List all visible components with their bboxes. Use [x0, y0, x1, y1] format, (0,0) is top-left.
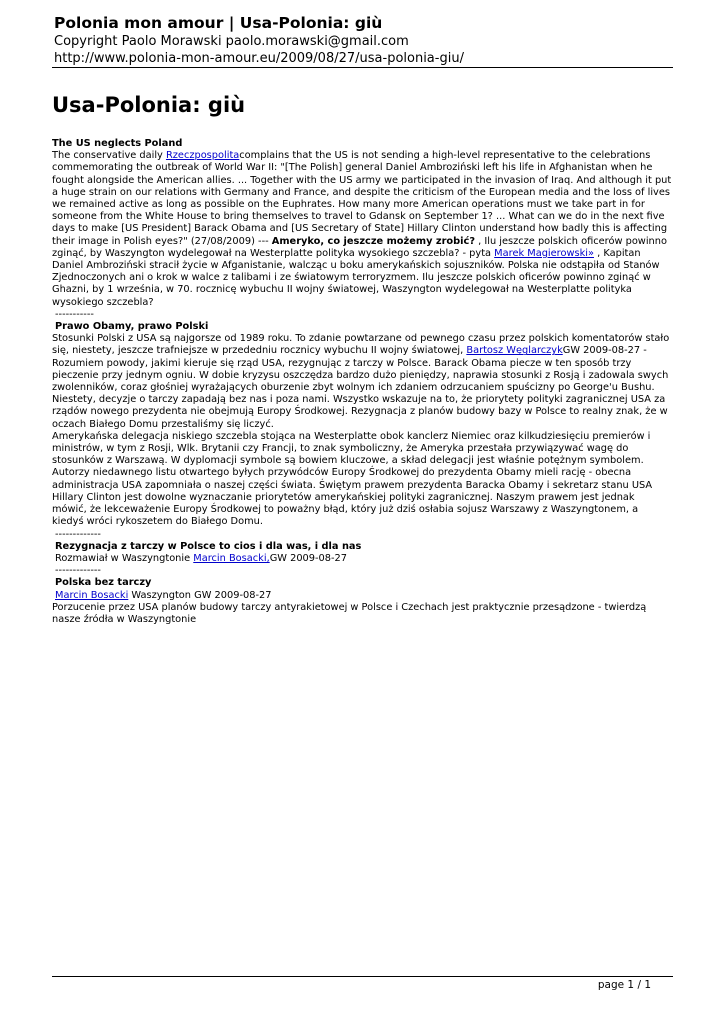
site-title: Polonia mon amour | Usa-Polonia: giù: [54, 14, 383, 32]
separator: -------------: [55, 528, 101, 540]
paragraph: Stosunki Polski z USA są najgorsze od 1989 roku. To zdanie powtarzane od pewnego czasu przez polskich komentatorów stało się, niestety, jeszcze trafniejsze w przededniu rocznicy wybuchu II wojny światowej, Bartosz WęglarczykGW 2009-08-27 - Rozumiem powody, jakimi kieruje się rząd USA, rezygnując z tarczy w Polsce. Barack Obama piecze w ten sposób trzy pieczenie przy jednym ogniu. W dobie kryzysu oszczędza bardzo dużo pieniędzy, naprawia stosunki z Rosją i zadowala swych zwolenników, coraz głośniej wyrażających oburzenie zbyt wolnym ich zdaniem odrzucaniem spuścizny po George'u Bushu.: [52, 333, 670, 394]
link-bartosz-weglarczyk[interactable]: Bartosz Węglarczyk: [466, 345, 563, 357]
article-body: [52, 138, 672, 626]
paragraph: Niestety, decyzje o tarczy zapadają bez nas i poza nami. Wszystko wskazuje na to, że priorytety polityki zagranicznej USA za rządów nowego prezydenta nie obejmują Europy Środkowej. Rezygnacja z planów budowy bazy w Polsce to realny znak, że w oczach Białego Domu przestaliśmy się liczyć.: [52, 394, 668, 430]
footer-divider: [52, 976, 673, 977]
article-title: Usa-Polonia: giù: [52, 93, 246, 117]
link-rzeczpospolita[interactable]: Rzeczpospolita: [165, 150, 240, 162]
page-number: page 1 / 1: [597, 979, 651, 991]
separator: -------------: [55, 565, 101, 577]
section-heading-prawo-obamy: Prawo Obamy, prawo Polski: [55, 321, 209, 333]
link-marcin-bosacki[interactable]: Marcin Bosacki,: [193, 552, 270, 564]
section-heading-us-neglects: The US neglects Poland: [52, 138, 183, 149]
inline-bold-title: Ameryko, co jeszcze możemy zrobić?: [271, 235, 475, 247]
section-heading-rezygnacja: Rezygnacja z tarczy w Polsce to cios i dla was, i dla nas: [55, 540, 362, 552]
link-marcin-bosacki-2[interactable]: Marcin Bosacki: [55, 589, 129, 601]
section-heading-polska-bez-tarczy: Polska bez tarczy: [55, 577, 152, 589]
paragraph: Porzucenie przez USA planów budowy tarczy antyrakietowej w Polsce i Czechach jest praktycznie przesądzone - twierdzą nasze źródła w Waszyngtonie: [52, 601, 647, 625]
source-url[interactable]: http://www.polonia-mon-amour.eu/2009/08/27/usa-polonia-giu/: [54, 51, 464, 66]
link-marek-magierowski[interactable]: Marek Magierowski»: [494, 247, 594, 259]
paragraph: The conservative daily Rzeczpospolitacomplains that the US is not sending a high-level representative to the celebrations commemorating the outbreak of World War II: "[The Polish] general Daniel Ambroziński left his life in Afghanistan when he fought alongside the American allies. ... Together with the US army we participated in the invasion of Iraq. And although it put a huge strain on our relations with Germany and France, and despite the criticism of the European media and the loss of lives we remained active as long as possible on the Euphrates. How many more American operations must we take part in for someone from the White House to bring themselves to travel to Gdansk on September 1? ... What can we do in the next five days to make [US President] Barack Obama and [US Secretary of State] Hillary Clinton understand how badly this is affecting their image in Polish eyes?" (27/08/2009) --- Ameryko, co jeszcze możemy zrobić? , Ilu jeszcze polskich oficerów powinno zginąć, by Waszyngton wydelegował na Westerplatte polityka wysokiego szczebla? - pyta Marek Magierowski» , Kapitan Daniel Ambroziński stracił życie w Afganistanie, walcząc u boku amerykańskich sojuszników. Polska nie odstąpiła od Stanów Zjednoczonych ani o krok w walce z talibami i ze światowym terroryzmem. Ilu jeszcze polskich oficerów powinno zginąć w Ghazni, by 1 września, w 70. rocznicę wybuchu II wojny światowej, Waszyngton wydelegował na Westerplatte polityka wysokiego szczebla?: [52, 150, 672, 308]
header-divider: [52, 67, 673, 68]
paragraph: Amerykańska delegacja niskiego szczebla stojąca na Westerplatte obok kanclerz Niemiec oraz kilkudziesięciu premierów i ministrów, w tym z Rosji, Wlk. Brytanii czy Francji, to znak symboliczny, że Ameryka przestała przywiązywać wagę do stosunków z Warszawą. W dyplomacji symbole są bowiem kluczowe, a skład delegacji jest właśnie potężnym symbolem.: [52, 430, 651, 467]
paragraph: Autorzy niedawnego listu otwartego byłych przywódców Europy Środkowej do prezydenta Obamy mieli rację - obecna administracja USA zapomniała o naszej części świata. Świętym prawem prezydenta Baracka Obamy i sekretarz stanu USA Hillary Clinton jest dowolne wyznaczanie priorytetów amerykańskiej polityki zagranicznej. Naszym prawem jest jednak mówić, że lekceważenie Europy Środkowej to poważny błąd, który już dziś osłabia sojusz Warszawy z Waszyngtonem, a kiedyś wróci rykoszetem do Białego Domu.: [52, 467, 653, 528]
separator: -----------: [55, 308, 94, 320]
document-header: [54, 14, 674, 67]
byline: Rozmawiał w Waszyngtonie Marcin Bosacki,GW 2009-08-27: [55, 552, 348, 564]
byline: Marcin Bosacki Waszyngton GW 2009-08-27: [55, 589, 272, 601]
copyright-line: Copyright Paolo Morawski paolo.morawski@gmail.com: [54, 34, 409, 49]
